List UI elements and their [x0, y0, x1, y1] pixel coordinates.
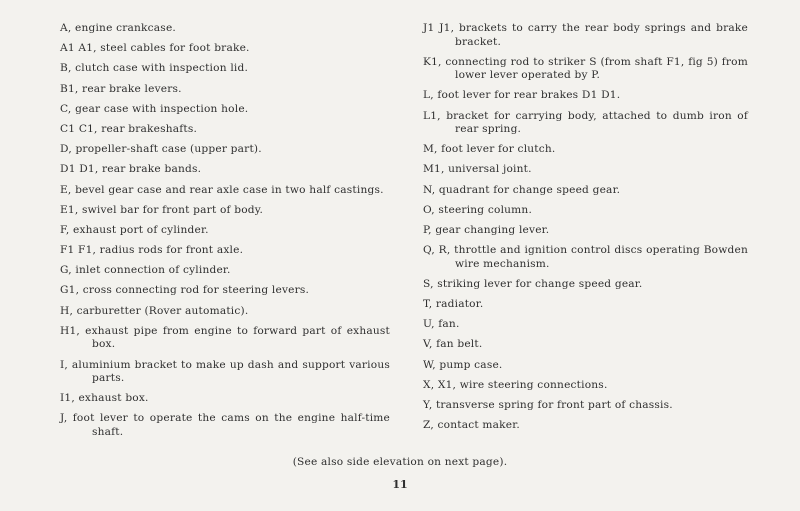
legend-entry: N, quadrant for change speed gear.	[423, 183, 621, 196]
legend-entry: L, foot lever for rear brakes D1 D1.	[423, 89, 621, 102]
legend-entry: A, engine crankcase.	[60, 22, 176, 34]
legend-entry: C, gear case with inspection hole.	[60, 102, 249, 115]
legend-entry: D1 D1, rear brake bands.	[60, 163, 202, 176]
legend-entry: A1 A1, steel cables for foot brake.	[60, 42, 250, 55]
legend-entry: G1, cross connecting rod for steering levers.	[60, 284, 310, 297]
legend-entry: Z, contact maker.	[423, 419, 520, 432]
legend-entry: I1, exhaust box.	[60, 392, 149, 405]
legend-entry: M, foot lever for clutch.	[423, 143, 556, 156]
legend-entry: V, fan belt.	[423, 338, 483, 351]
legend-entry: I, aluminium bracket to make up dash and support various parts.	[60, 358, 390, 384]
legend-entry: S, striking lever for change speed gear.	[423, 277, 643, 290]
left-legend-column	[60, 22, 390, 446]
legend-entry: B, clutch case with inspection lid.	[60, 62, 249, 75]
legend-entry: J, foot lever to operate the cams on the engine half-time shaft.	[60, 412, 390, 438]
legend-entry: E1, swivel bar for front part of body.	[60, 203, 264, 216]
legend-entry: X, X1, wire steering connections.	[423, 378, 608, 391]
legend-entry: C1 C1, rear brakeshafts.	[60, 122, 198, 135]
page-number: 11	[392, 478, 408, 491]
legend-entry: F1 F1, radius rods for front axle.	[60, 244, 244, 257]
legend-entry: P, gear changing lever.	[423, 224, 550, 236]
legend-entry: H1, exhaust pipe from engine to forward part of exhaust box.	[60, 324, 390, 351]
legend-entry: Q, R, throttle and ignition control discs operating Bowden wire mechanism.	[423, 244, 748, 270]
legend-entry: K1, connecting rod to striker S (from shaft F1, fig 5) from lower lever operated by P.	[423, 55, 748, 82]
legend-entry: J1 J1, brackets to carry the rear body springs and brake bracket.	[423, 22, 748, 48]
legend-entry: H, carburetter (Rover automatic).	[60, 304, 249, 317]
legend-entry: E, bevel gear case and rear axle case in two half castings.	[60, 183, 384, 196]
right-legend-column	[423, 22, 748, 439]
legend-entry: F, exhaust port of cylinder.	[60, 223, 209, 236]
legend-entry: B1, rear brake levers.	[60, 82, 182, 95]
legend-entry: Y, transverse spring for front part of chassis.	[423, 399, 673, 411]
legend-entry: O, steering column.	[423, 203, 533, 216]
legend-entry: W, pump case.	[423, 358, 503, 371]
legend-entry: T, radiator.	[423, 298, 484, 311]
legend-entry: M1, universal joint.	[423, 163, 532, 176]
legend-entry: D, propeller-shaft case (upper part).	[60, 143, 262, 156]
legend-entry: U, fan.	[423, 318, 460, 331]
legend-entry: G, inlet connection of cylinder.	[60, 264, 231, 277]
legend-entry: L1, bracket for carrying body, attached to dumb iron of rear spring.	[423, 109, 748, 136]
footnote: (See also side elevation on next page).	[292, 456, 508, 468]
